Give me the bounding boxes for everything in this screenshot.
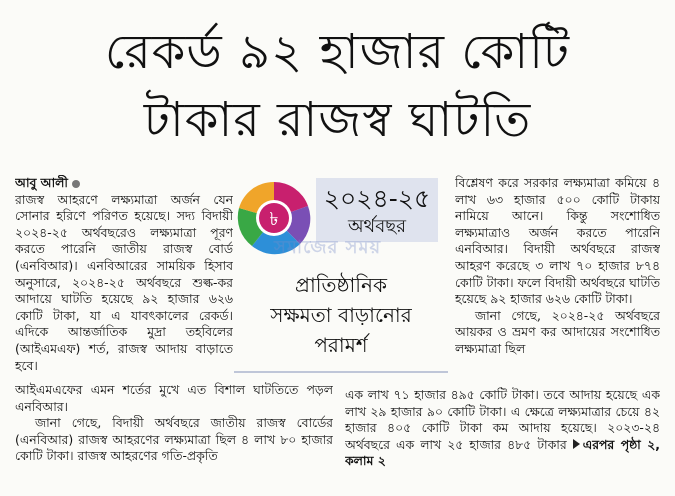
continued-label: এরপর পৃষ্ঠা ২, কলাম ২ <box>345 436 660 469</box>
article-column-left <box>15 175 233 382</box>
article-column-left-wide <box>15 382 333 480</box>
paragraph: আইএমএফের এমন শর্তের মুখে এত বিশাল ঘাটতিতে পড়ল এনবিআর। <box>15 382 333 414</box>
paragraph: রাজস্ব আহরণে লক্ষ্যমাত্রা অর্জন যেন সোনার হরিণে পরিণত হয়েছে। সদ্য বিদায়ী ২০২৪-২৫ অর্থবছরেও লক্ষ্যমাত্রা পূরণ করতে পারেনি জাতীয় রাজস্ব বোর্ড (এনবিআর)। এনবিআরের সাময়িক হিসাব অনুসারে, ২০২৪-২৫ অর্থবছরে শুল্ক-কর আদায়ে ঘাটতি হয়েছে ৯২ হাজার ৬২৬ কোটি টাকা, যা এ যাবৎকালের রেকর্ড। এদিকে আন্তর্জাতিক মুদ্রা তহবিলের (আইএমএফ) শর্ত, রাজস্ব আদায় বাড়াতে হবে। <box>15 191 233 373</box>
byline-bullet-icon <box>72 180 80 188</box>
paragraph: জানা গেছে, ২০২৪-২৫ অর্থবছরে আয়কর ও ভ্রমণ কর আদায়ের সংশোধিত লক্ষ্যমাত্রা ছিল <box>455 307 660 356</box>
paragraph: বিশ্লেষণ করে সরকার লক্ষ্যমাত্রা কমিয়ে ৪ লাখ ৬৩ হাজার ৫০০ কোটি টাকায় নামিয়ে আনে। কিন্তু সংশোধিত লক্ষ্যমাত্রাও অর্জন করতে পারেনি এনবিআর। বিদায়ী অর্থবছরে রাজস্ব আহরণ করেছে ৩ লাখ ৭০ হাজার ৮৭৪ কোটি টাকা। ফলে বিদায়ী অর্থবছরে ঘাটতি হয়েছে ৯২ হাজার ৬২৬ কোটি টাকা। <box>455 175 660 307</box>
headline-line-1: রেকর্ড ৯২ হাজার কোটি <box>104 24 571 80</box>
watermark: সমাজের সময় <box>274 237 382 258</box>
fiscal-year: ২০২৪-২৫ <box>323 184 431 213</box>
fiscal-label: অর্থবছর <box>347 216 407 237</box>
advice-line: প্রাতিষ্ঠানিক <box>295 273 387 297</box>
sidebar-graphic <box>234 178 448 378</box>
byline: আবু আলী <box>15 175 68 190</box>
advice-line: সক্ষমতা বাড়ানোর <box>270 303 412 327</box>
divider <box>234 371 448 373</box>
paragraph <box>345 387 660 470</box>
paragraph: জানা গেছে, বিদায়ী অর্থবছরে জাতীয় রাজস্ব বোর্ডের (এনবিআর) রাজস্ব আহরণের লক্ষ্যমাত্রা ছিল ৪ লাখ ৮০ হাজার কোটি টাকা। রাজস্ব আহরণের গতি-প্রকৃতি <box>15 415 333 464</box>
arrow-right-icon <box>573 439 580 449</box>
next-headline-cutoff <box>0 482 675 496</box>
advice-callout <box>234 270 448 360</box>
paragraph-text: এক লাখ ৭১ হাজার ৪৯৫ কোটি টাকা। তবে আদায় হয়েছে এক লাখ ২৯ হাজার ৯০ কোটি টাকা। এ ক্ষেত্রে লক্ষ্যমাত্রার চেয়ে ৪২ হাজার ৪০৫ কোটি টাকা কম আদায় হয়েছে। ২০২৩-২৪ অর্থবছরে এক লাখ ২৫ হাজার ৪৮৫ টাকার <box>345 387 660 452</box>
article-column-right <box>455 175 660 387</box>
headline-line-2: টাকার রাজস্ব ঘাটতি <box>143 92 532 148</box>
advice-line: পরামর্শ <box>314 333 368 357</box>
top-strip <box>0 0 675 8</box>
taka-sign: ৳ <box>269 209 279 230</box>
article-column-right-wide <box>345 387 660 480</box>
